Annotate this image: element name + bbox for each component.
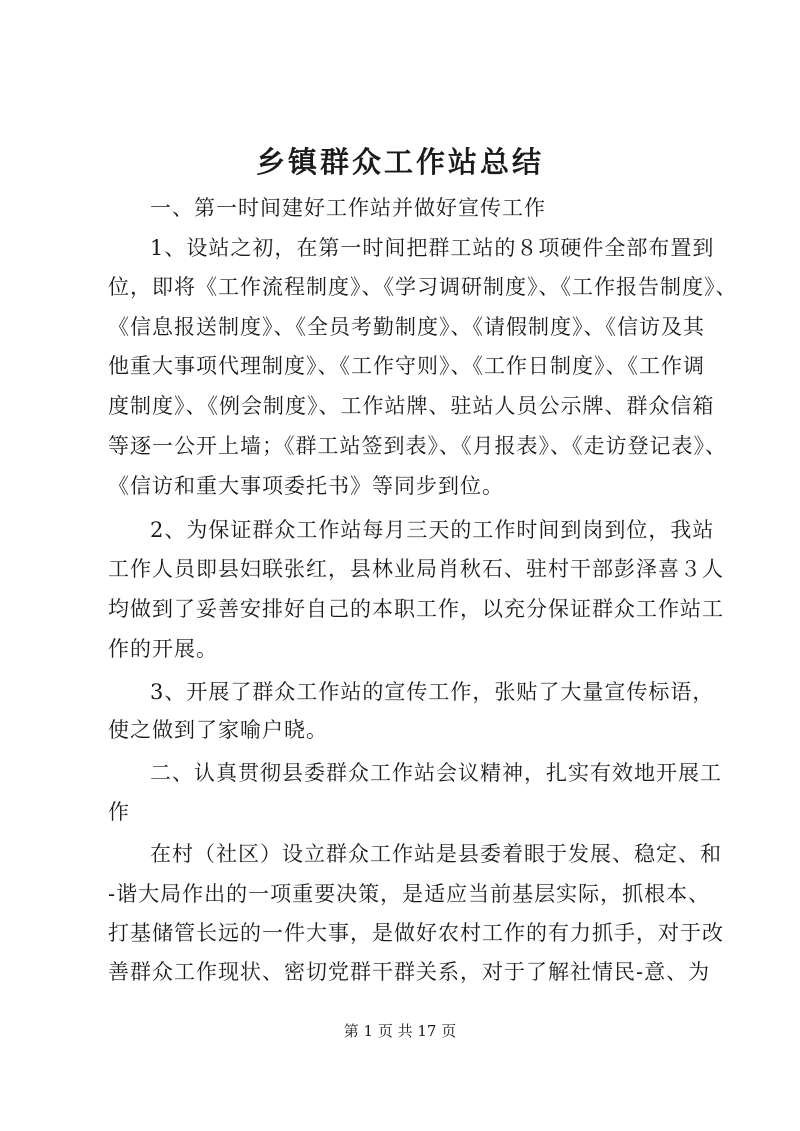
paragraph-line: 位，即将《工作流程制度》、《学习调研制度》、《工作报告制度》、 bbox=[108, 275, 738, 299]
paragraph-line: 2、为保证群众工作站每月三天的工作时间到岗到位，我站 bbox=[150, 518, 715, 542]
paragraph-line: 《信息报送制度》、《全员考勤制度》、《请假制度》、《信访及其 bbox=[108, 315, 705, 339]
page-footer: 第 1 页 共 17 页 bbox=[343, 1022, 457, 1040]
paragraph-line: 使之做到了家喻户晓。 bbox=[108, 718, 328, 742]
paragraph-line: 《信访和重大事项委托书》等同步到位。 bbox=[108, 474, 504, 498]
paragraph-line: 打基储管长远的一件大事，是做好农村工作的有力抓手，对于改 bbox=[108, 921, 724, 945]
paragraph-line: 工作人员即县妇联张红，县林业局肖秋石、驻村干部彭泽喜３人 bbox=[108, 557, 724, 581]
section-heading-2: 二、认真贯彻县委群众工作站会议精神，扎实有效地开展工 bbox=[150, 761, 722, 785]
section-heading-1: 一、第一时间建好工作站并做好宣传工作 bbox=[150, 196, 546, 220]
section-heading-2-cont: 作 bbox=[108, 800, 130, 824]
paragraph-line: 他重大事项代理制度》、《工作守则》、《工作日制度》、《工作调 bbox=[108, 354, 705, 378]
paragraph-line: 等逐一公开上墙；《群工站签到表》、《月报表》、《走访登记表》、 bbox=[108, 434, 727, 458]
paragraph-line: 1、设站之初，在第一时间把群工站的８项硬件全部布置到 bbox=[150, 236, 715, 260]
paragraph-line: 度制度》、《例会制度》、工作站牌、驻站人员公示牌、群众信箱 bbox=[108, 394, 715, 418]
paragraph-line: 3、开展了群众工作站的宣传工作，张贴了大量宣传标语， bbox=[150, 680, 715, 704]
document-title: 乡镇群众工作站总结 bbox=[255, 145, 544, 179]
paragraph-line: -谐大局作出的一项重要决策，是适应当前基层实际，抓根本、 bbox=[108, 882, 711, 906]
paragraph-line: 均做到了妥善安排好自己的本职工作，以充分保证群众工作站工 bbox=[108, 597, 724, 621]
paragraph-line: 作的开展。 bbox=[108, 637, 218, 661]
paragraph-line: 在村（社区）设立群众工作站是县委着眼于发展、稳定、和 bbox=[150, 842, 722, 866]
paragraph-line: 善群众工作现状、密切党群干群关系，对于了解社情民-意、为 bbox=[108, 960, 711, 984]
